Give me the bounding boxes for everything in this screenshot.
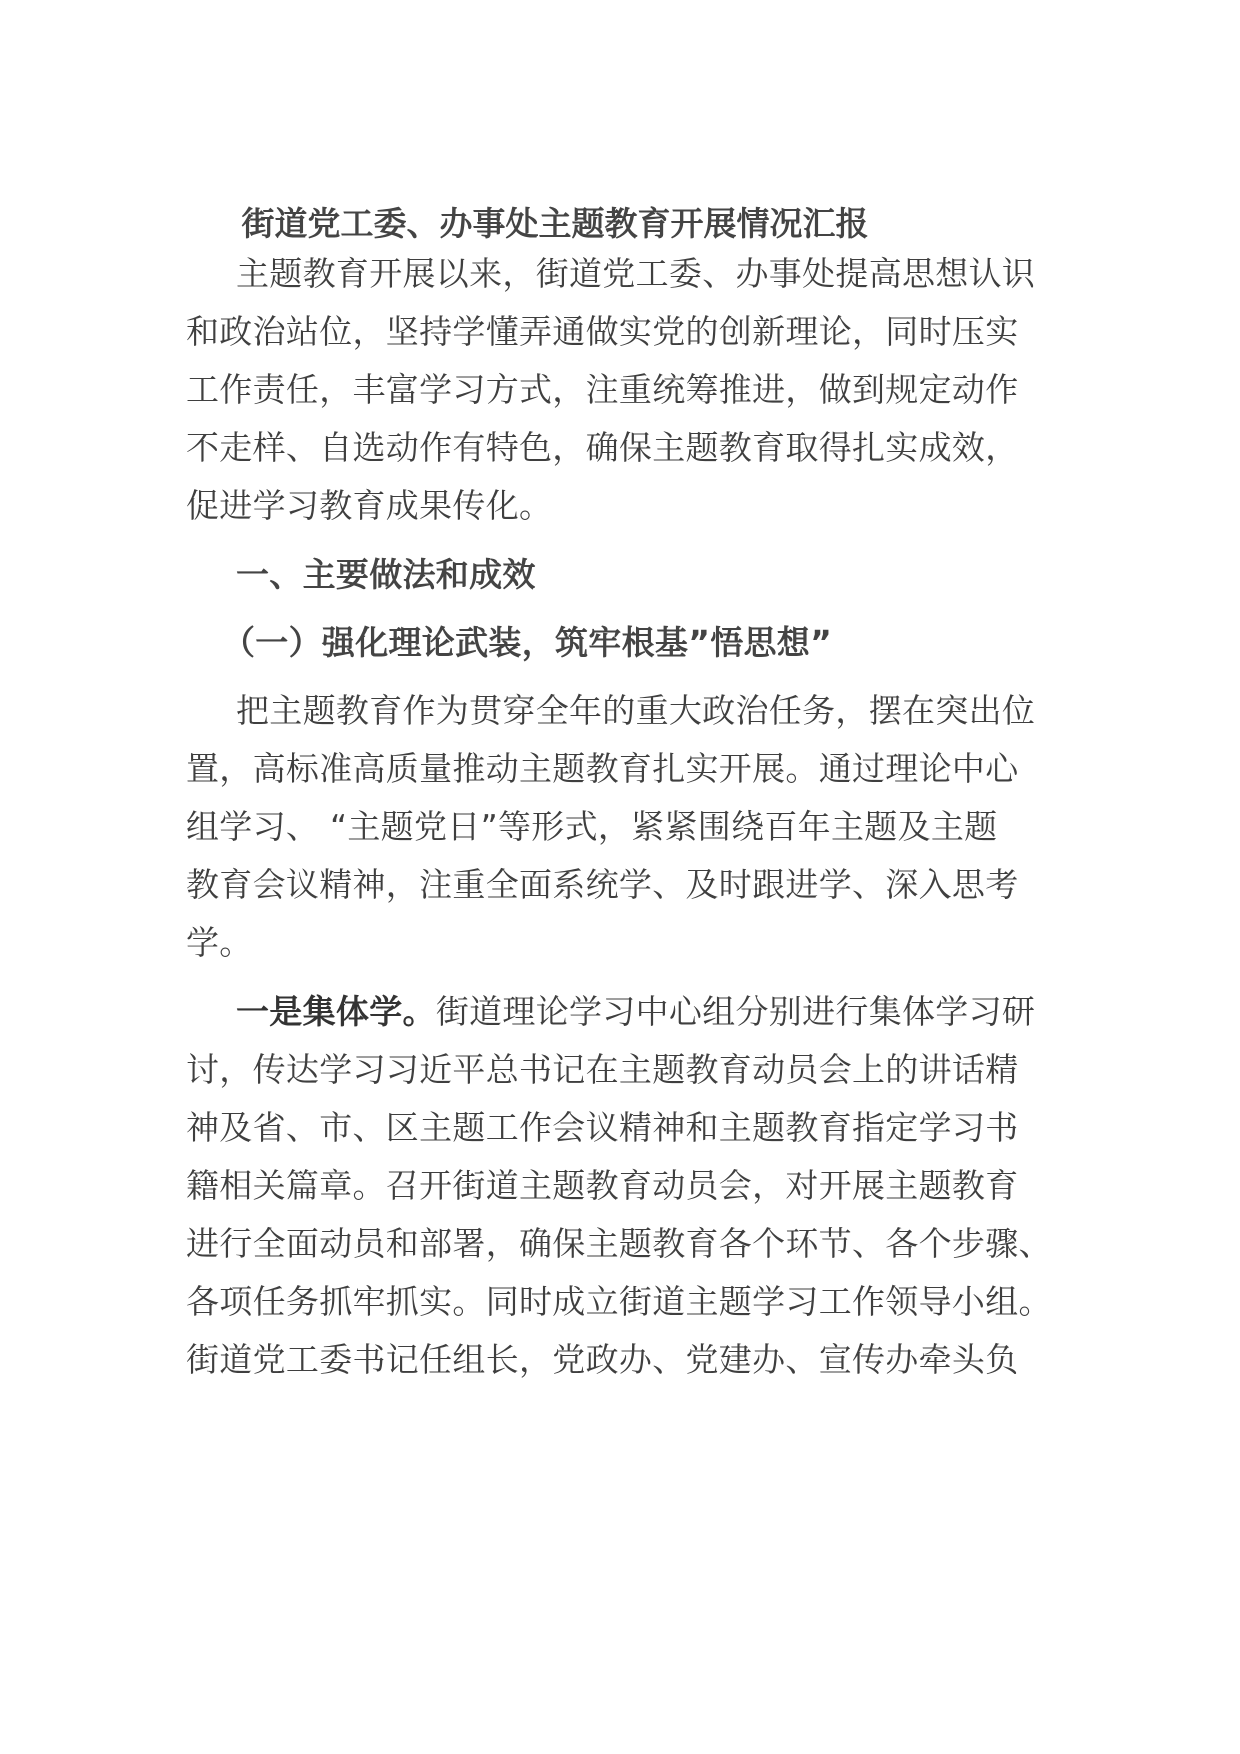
intro-line: 不走样、自选动作有特色，确保主题教育取得扎实成效，	[186, 428, 1019, 467]
point-lead: 一是集体学。	[236, 992, 436, 1031]
body-line: 教育会议精神，注重全面系统学、及时跟进学、深入思考	[186, 865, 1019, 904]
body-line: 讨，传达学习习近平总书记在主题教育动员会上的讲话精	[186, 1050, 1019, 1089]
body-line: 街道党工委书记任组长，党政办、党建办、宣传办牵头负	[186, 1340, 1019, 1379]
body-line: 神及省、市、区主题工作会议精神和主题教育指定学习书	[186, 1108, 1019, 1147]
body-line: 置，高标准高质量推动主题教育扎实开展。通过理论中心	[186, 749, 1019, 788]
subsection-heading: （一）强化理论武装，筑牢根基”悟思想”	[222, 623, 833, 662]
body-line: 进行全面动员和部署，确保主题教育各个环节、各个步骤、	[186, 1224, 1052, 1263]
intro-line: 促进学习教育成果传化。	[186, 486, 553, 525]
intro-line: 主题教育开展以来，街道党工委、办事处提高思想认识	[236, 254, 1036, 293]
body-line: 各项任务抓牢抓实。同时成立街道主题学习工作领导小组。	[186, 1282, 1052, 1321]
intro-line: 工作责任，丰富学习方式，注重统筹推进，做到规定动作	[186, 370, 1019, 409]
body-line: 籍相关篇章。召开街道主题教育动员会，对开展主题教育	[186, 1166, 1019, 1205]
document-title: 街道党工委、办事处主题教育开展情况汇报	[241, 204, 869, 243]
point-paragraph-first-line	[236, 988, 1035, 1036]
body-line: 组学习、 “主题党日”等形式，紧紧围绕百年主题及主题	[186, 807, 998, 846]
intro-line: 和政治站位，坚持学懂弄通做实党的创新理论，同时压实	[186, 312, 1019, 351]
body-line: 把主题教育作为贯穿全年的重大政治任务，摆在突出位	[236, 691, 1036, 730]
section-heading: 一、主要做法和成效	[236, 555, 536, 594]
point-text: 街道理论学习中心组分别进行集体学习研	[435, 992, 1036, 1031]
body-line: 学。	[186, 923, 253, 962]
